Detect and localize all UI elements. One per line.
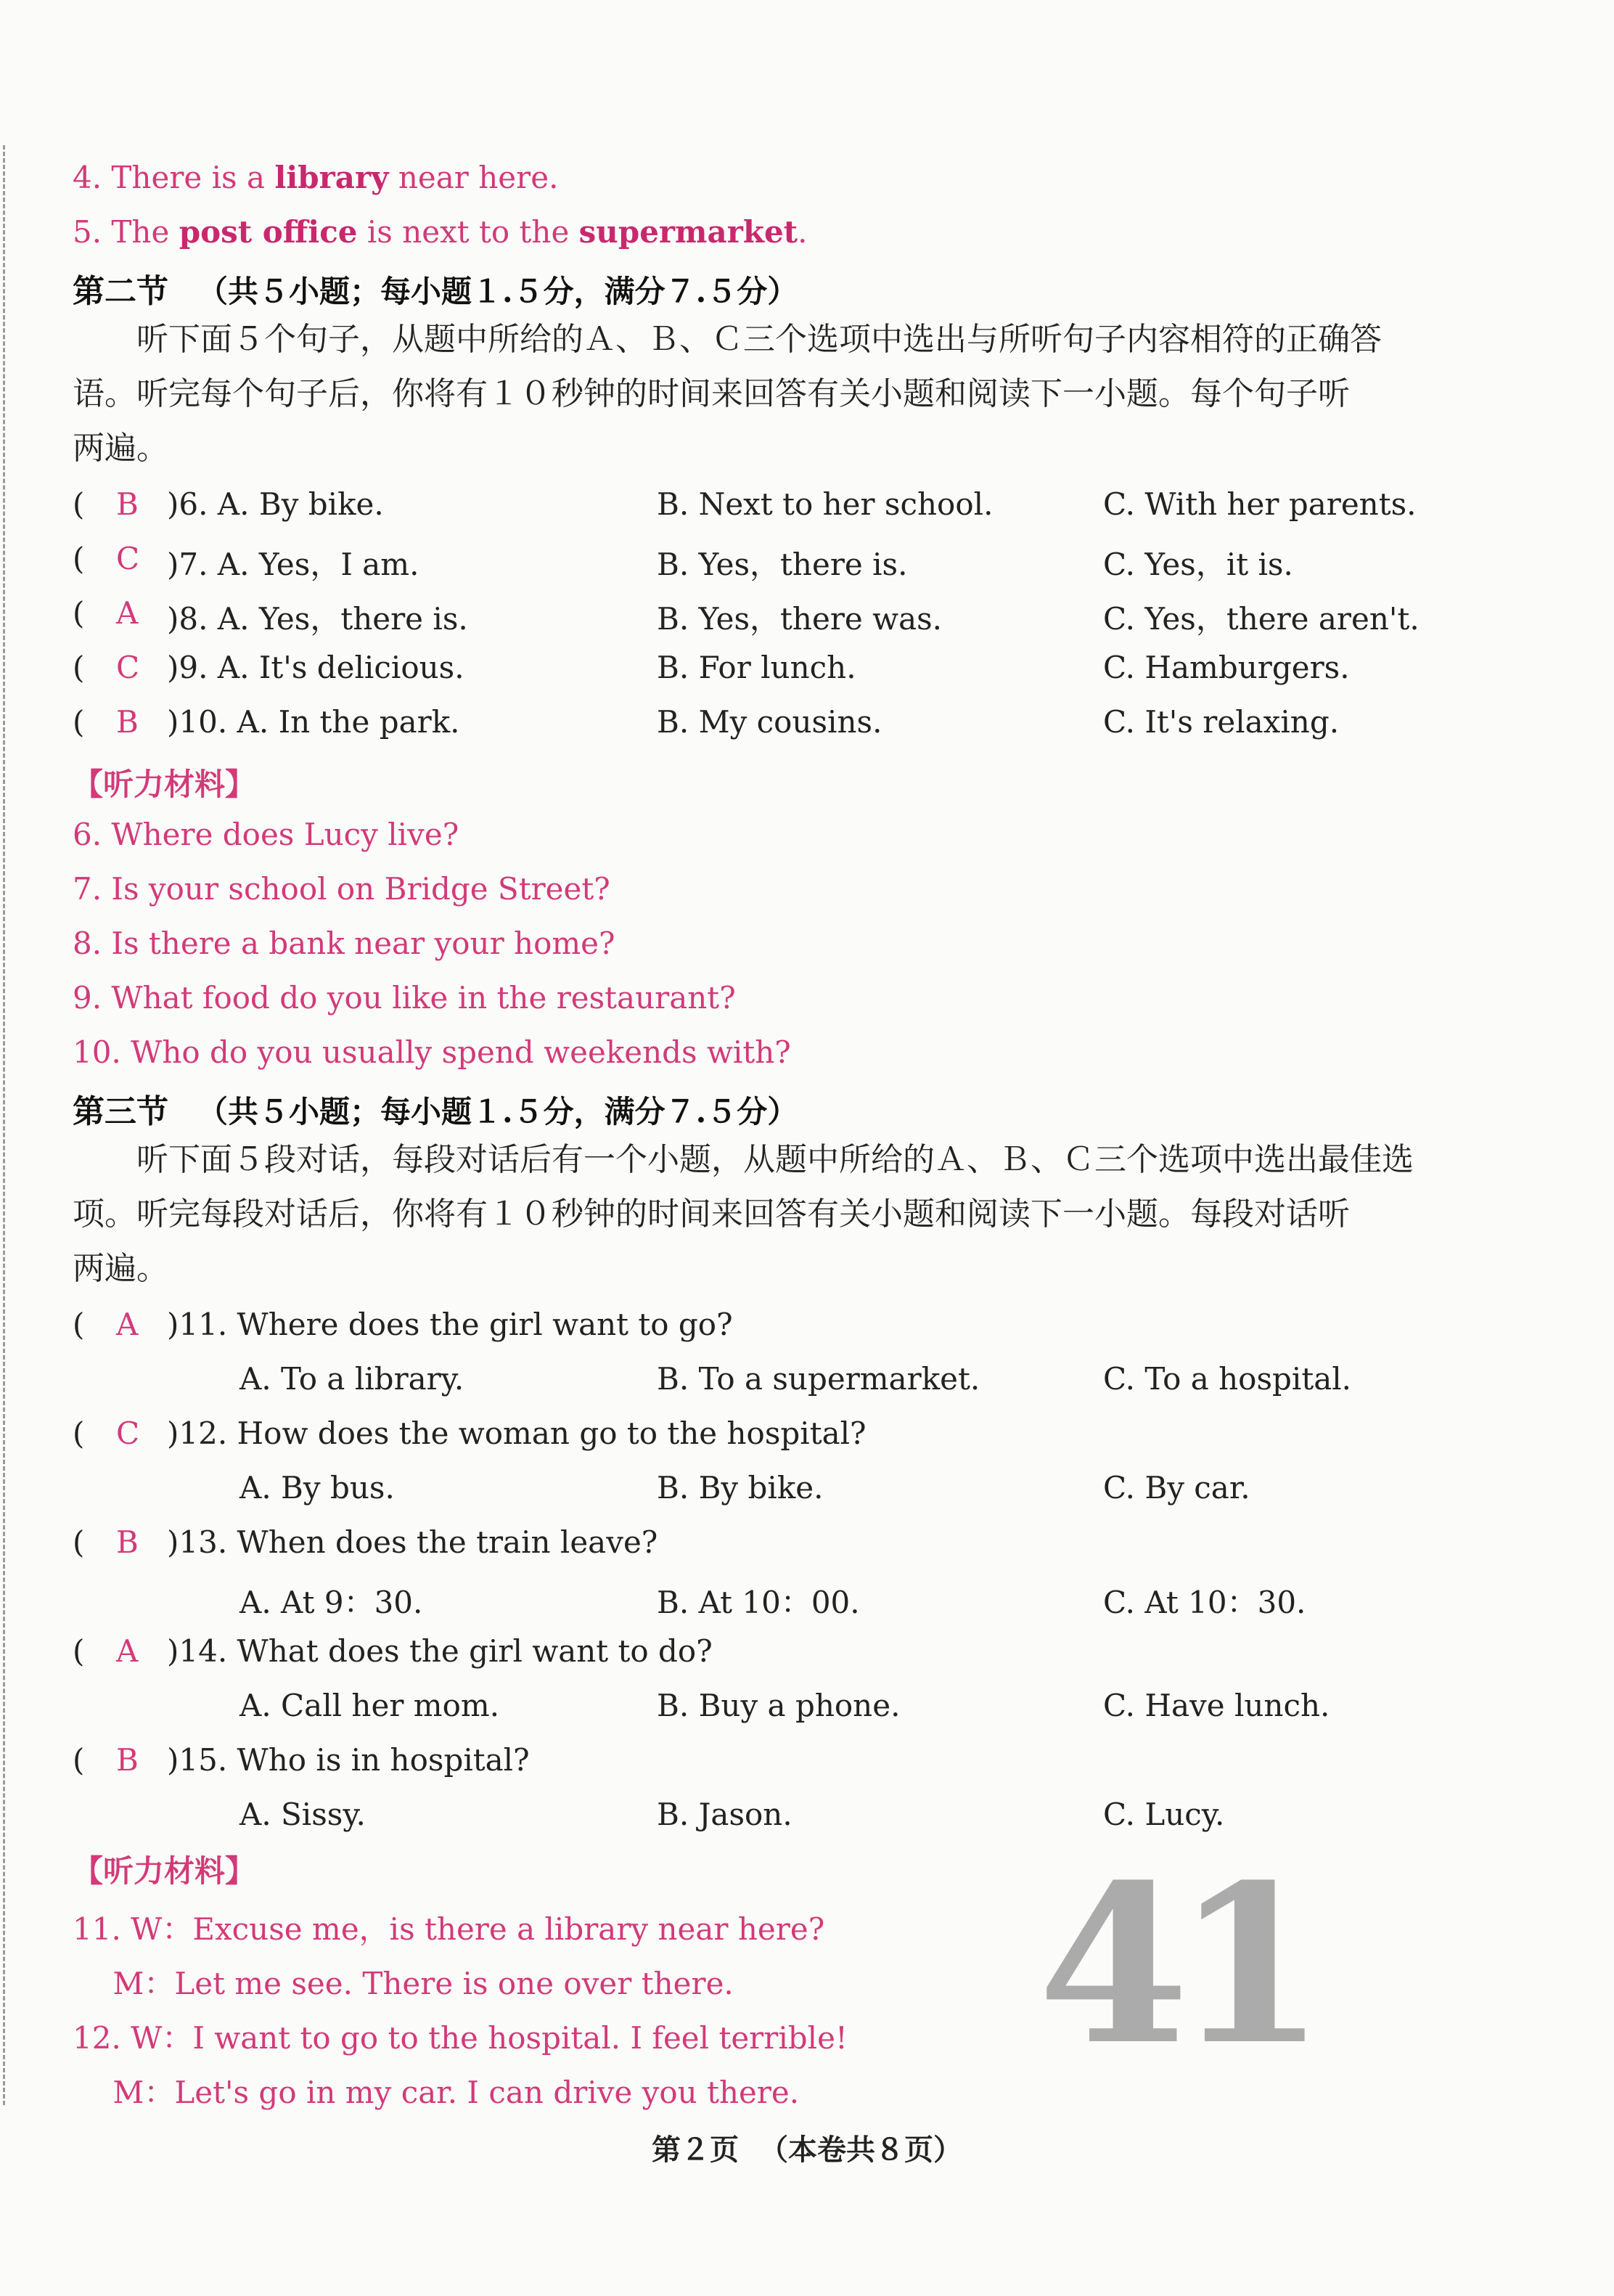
material-7: 7. Is your school on Bridge Street? (73, 871, 610, 907)
section-3-instruction-1: 听下面５段对话，每段对话后有一个小题，从题中所给的Ａ、Ｂ、Ｃ三个选项中选出最佳选 (73, 1141, 1414, 1178)
answer-15: B (116, 1742, 139, 1778)
question-11: ( A )11. Where does the girl want to go? (73, 1307, 733, 1342)
material-6: 6. Where does Lucy live? (73, 817, 459, 852)
material-10: 10. Who do you usually spend weekends with? (73, 1034, 791, 1070)
question-14: ( A )14. What does the girl want to do? (73, 1633, 713, 1669)
footer-total: （本卷共８页） (759, 2133, 962, 2167)
answer-10: B (116, 704, 139, 740)
options-15: A. Sissy. B. Jason. C. Lucy. (239, 1797, 1225, 1832)
material-9: 9. What food do you like in the restaurant? (73, 980, 736, 1016)
dialogue-11-w: 11. W：Excuse me，is there a library near here? (73, 1911, 825, 1947)
answer-13: B (116, 1524, 139, 1560)
section-3-instruction-2: 项。听完每段对话后，你将有１０秒钟的时间来回答有关小题和阅读下一小题。每段对话听 (73, 1196, 1350, 1233)
question-8: ( A )8. A. Yes，there is. B. Yes，there was. C. Yes，there aren't. (73, 595, 1420, 637)
material-8: 8. Is there a bank near your home? (73, 926, 615, 961)
answer-7: C (116, 541, 140, 576)
answer-12: C (116, 1415, 140, 1451)
answer-14: A (116, 1633, 139, 1669)
question-9: ( C )9. A. It's delicious. B. For lunch. C. Hamburgers. (73, 650, 1350, 685)
question-15: ( B )15. Who is in hospital? (73, 1742, 530, 1778)
page-number-stamp: 41 (1038, 1837, 1312, 2093)
dialogue-12-m: M：Let's go in my car. I can drive you there. (73, 2075, 800, 2110)
section-2-title: 第二节 （共５小题；每小题１.５分，满分７.５分） (73, 273, 798, 310)
sentence-5: 5. The post office is next to the supermarket. (73, 214, 808, 250)
footer-page: 第２页 (652, 2133, 739, 2167)
options-14: A. Call her mom. B. Buy a phone. C. Have lunch. (239, 1688, 1330, 1723)
listening-material-tag-3: 【听力材料】 (73, 1853, 256, 1889)
binding-margin-line (3, 145, 5, 2105)
options-12: A. By bus. B. By bike. C. By car. (239, 1470, 1250, 1506)
section-3-title: 第三节 （共５小题；每小题１.５分，满分７.５分） (73, 1093, 798, 1130)
sentence-4: 4. There is a library near here. (73, 160, 559, 195)
question-10: ( B )10. A. In the park. B. My cousins. C. It's relaxing. (73, 704, 1340, 740)
section-2-instruction-1: 听下面５个句子，从题中所给的Ａ、Ｂ、Ｃ三个选项中选出与所听句子内容相符的正确答 (73, 321, 1382, 358)
question-6: ( B )6. A. By bike. B. Next to her school. C. With her parents. (73, 486, 1417, 522)
listening-material-tag-2: 【听力材料】 (73, 767, 256, 802)
options-11: A. To a library. B. To a supermarket. C. To a hospital. (239, 1361, 1352, 1397)
section-2-instruction-2: 语。听完每个句子后，你将有１０秒钟的时间来回答有关小题和阅读下一小题。每个句子听 (73, 375, 1350, 412)
section-3-instruction-3: 两遍。 (73, 1250, 168, 1287)
answer-8: A (116, 595, 139, 631)
dialogue-12-w: 12. W：I want to go to the hospital. I feel terrible! (73, 2020, 848, 2056)
question-12: ( C )12. How does the woman go to the hospital? (73, 1415, 867, 1451)
section-2-instruction-3: 两遍。 (73, 430, 168, 467)
answer-11: A (116, 1307, 139, 1342)
question-13: ( B )13. When does the train leave? (73, 1524, 658, 1560)
options-13: A. At 9：30. B. At 10：00. C. At 10：30. (239, 1585, 1306, 1620)
answer-9: C (116, 650, 140, 685)
page-footer (0, 2127, 1614, 2168)
dialogue-11-m: M：Let me see. There is one over there. (73, 1966, 734, 2001)
answer-6: B (116, 486, 139, 522)
question-7: ( C )7. A. Yes，I am. B. Yes，there is. C. Yes，it is. (73, 541, 1293, 582)
